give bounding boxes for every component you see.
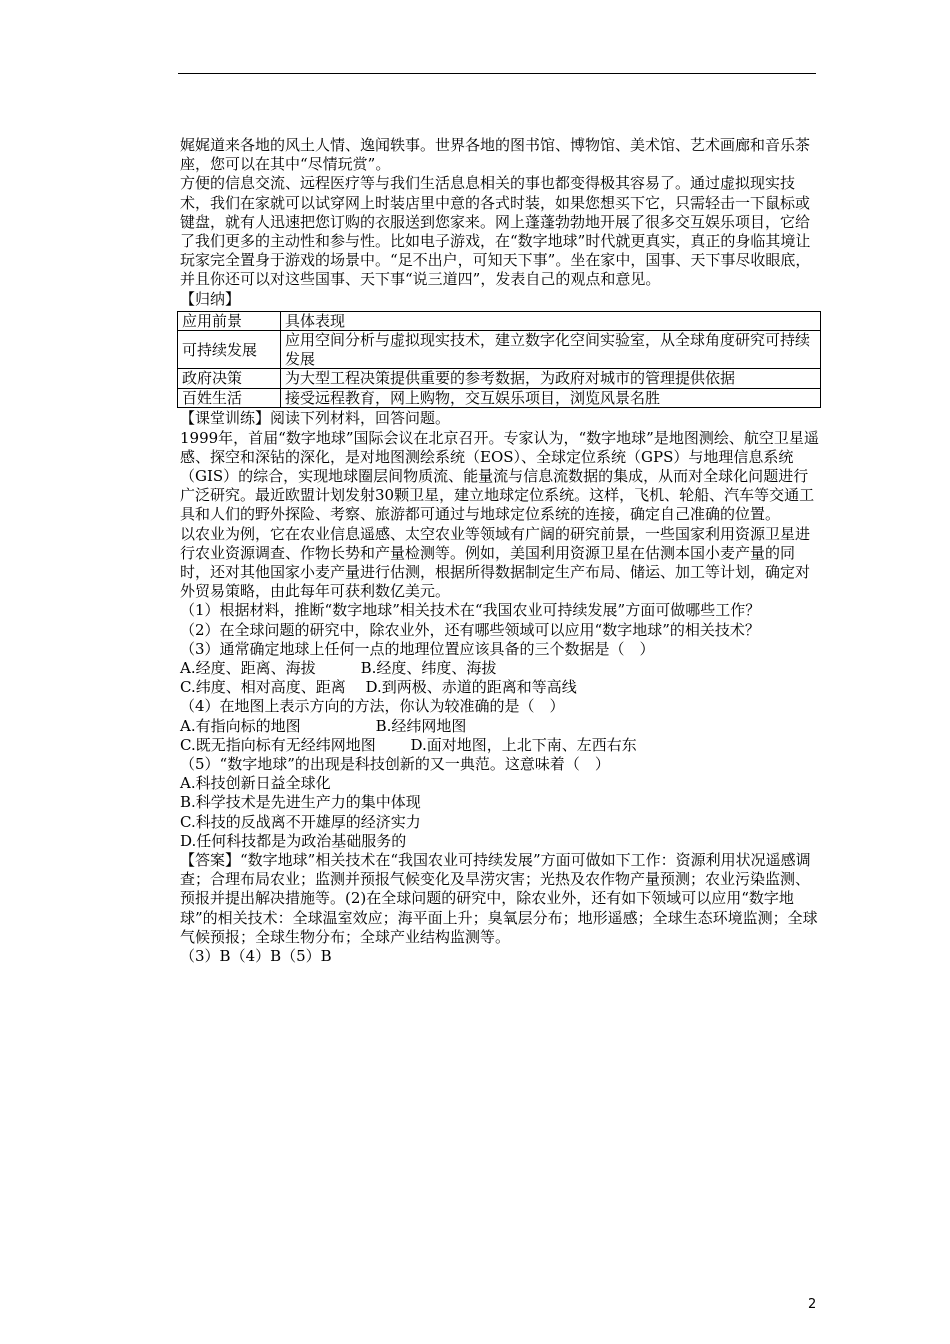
table-row bbox=[178, 331, 821, 369]
answer-choices: （3）B（4）B（5）B bbox=[180, 947, 332, 966]
material-paragraph: 以农业为例，它在农业信息遥感、太空农业等领域有广阔的研究前景，一些国家利用资源卫星进行农业资源调查、作物长势和产量检测等。例如，美国利用资源卫星在估测本国小麦产量的同时，还对其他国家小麦产量进行估测，根据所得数据制定生产布局、储运、加工等计划，确定对外贸易策略，由此每年可获利数亿美元。 bbox=[180, 524, 811, 601]
table-cell: 百姓生活 bbox=[178, 388, 281, 408]
question-5-option-d: D.任何科技都是为政治基础服务的 bbox=[180, 831, 407, 850]
question-5-option-a: A.科技创新日益全球化 bbox=[180, 774, 331, 793]
question-3-options-ab: A.经度、距离、海拔 B.经度、纬度、海拔 bbox=[180, 658, 497, 677]
question-4: （4）在地图上表示方向的方法，你认为较准确的是（ ） bbox=[180, 697, 565, 716]
table-cell: 应用空间分析与虚拟现实技术，建立数字化空间实验室，从全球角度研究可持续发展 bbox=[281, 331, 821, 369]
table-cell: 为大型工程决策提供重要的参考数据，为政府对城市的管理提供依据 bbox=[281, 369, 821, 389]
question-4-options-ab: A.有指向标的地图 B.经纬网地图 bbox=[180, 716, 467, 735]
question-3: （3）通常确定地球上任何一点的地理位置应该具备的三个数据是（ ） bbox=[180, 639, 655, 658]
paragraph: 娓娓道来各地的风土人情、逸闻轶事。世界各地的图书馆、博物馆、美术馆、艺术画廊和音乐茶座，您可以在其中“尽情玩赏”。 bbox=[180, 136, 811, 174]
table-row bbox=[178, 388, 821, 408]
page-number: 2 bbox=[808, 1297, 817, 1312]
table-header-row bbox=[178, 311, 821, 331]
table-cell: 接受远程教育，网上购物，交互娱乐项目，浏览风景名胜 bbox=[281, 388, 821, 408]
table-row bbox=[178, 369, 821, 389]
material-paragraph: 1999年，首届“数字地球”国际会议在北京召开。专家认为，“数字地球”是地图测绘、航空卫星遥感、探空和深钻的深化，是对地图测绘系统（EOS）、全球定位系统（GPS）与地理信息系统（GIS）的综合，实现地球圈层间物质流、能量流与信息流数据的集成，从而对全球化问题进行广泛研究。最近欧盟计划发射30颗卫星，建立地球定位系统。这样，飞机、轮船、汽车等交通工具和人们的野外探险、考察、旅游都可通过与地球定位系统的连接，确定自己准确的位置。 bbox=[180, 428, 819, 524]
exercise-heading: 【课堂训练】阅读下列材料，回答问题。 bbox=[180, 409, 451, 428]
header-rule bbox=[178, 73, 816, 74]
summary-table bbox=[177, 311, 821, 409]
question-5-option-c: C.科技的反战离不开雄厚的经济实力 bbox=[180, 812, 421, 831]
table-cell: 可持续发展 bbox=[178, 331, 281, 369]
answer-paragraph: 【答案】“数字地球”相关技术在“我国农业可持续发展”方面可做如下工作：资源利用状况遥感调查；合理布局农业；监测并预报气候变化及旱涝灾害；光热及农作物产量预测；农业污染监测、预报并提出解决措施等。(2)在全球问题的研究中，除农业外，还有如下领域可以应用“数字地球”的相关技术：全球温室效应；海平面上升；臭氧层分布；地形遥感；全球生态环境监测；全球气候预报；全球生物分布；全球产业结构监测等。 bbox=[180, 851, 818, 946]
question-4-options-cd: C.既无指向标有无经纬网地图 D.面对地图，上北下南、左西右东 bbox=[180, 735, 637, 754]
paragraph: 方便的信息交流、远程医疗等与我们生活息息相关的事也都变得极其容易了。通过虚拟现实技术，我们在家就可以试穿网上时装店里中意的各式时装，如果您想买下它，只需轻击一下鼠标或键盘，就有人迅速把您订购的衣服送到您家来。网上蓬蓬勃勃地开展了很多交互娱乐项目，它给了我们更多的主动性和参与性。比如电子游戏，在“数字地球”时代就更真实，真正的身临其境让玩家完全置身于游戏的场景中。“足不出户，可知天下事”。坐在家中，国事、天下事尽收眼底，并且你还可以对这些国事、天下事“说三道四”，发表自己的观点和意见。 bbox=[180, 174, 811, 289]
document-body bbox=[180, 136, 820, 966]
question-5-option-b: B.科学技术是先进生产力的集中体现 bbox=[180, 793, 421, 812]
table-cell: 政府决策 bbox=[178, 369, 281, 389]
table-header-cell: 应用前景 bbox=[178, 311, 281, 331]
question-1: （1）根据材料，推断“数字地球”相关技术在“我国农业可持续发展”方面可做哪些工作？ bbox=[180, 601, 761, 620]
question-3-options-cd: C.纬度、相对高度、距离 D.到两极、赤道的距离和等高线 bbox=[180, 678, 577, 697]
summary-heading: 【归纳】 bbox=[180, 289, 241, 308]
question-5: （5）“数字地球”的出现是科技创新的又一典范。这意味着（ ） bbox=[180, 754, 610, 773]
table-header-cell: 具体表现 bbox=[281, 311, 821, 331]
question-2: （2）在全球问题的研究中，除农业外，还有哪些领域可以应用“数字地球”的相关技术？ bbox=[180, 620, 760, 639]
